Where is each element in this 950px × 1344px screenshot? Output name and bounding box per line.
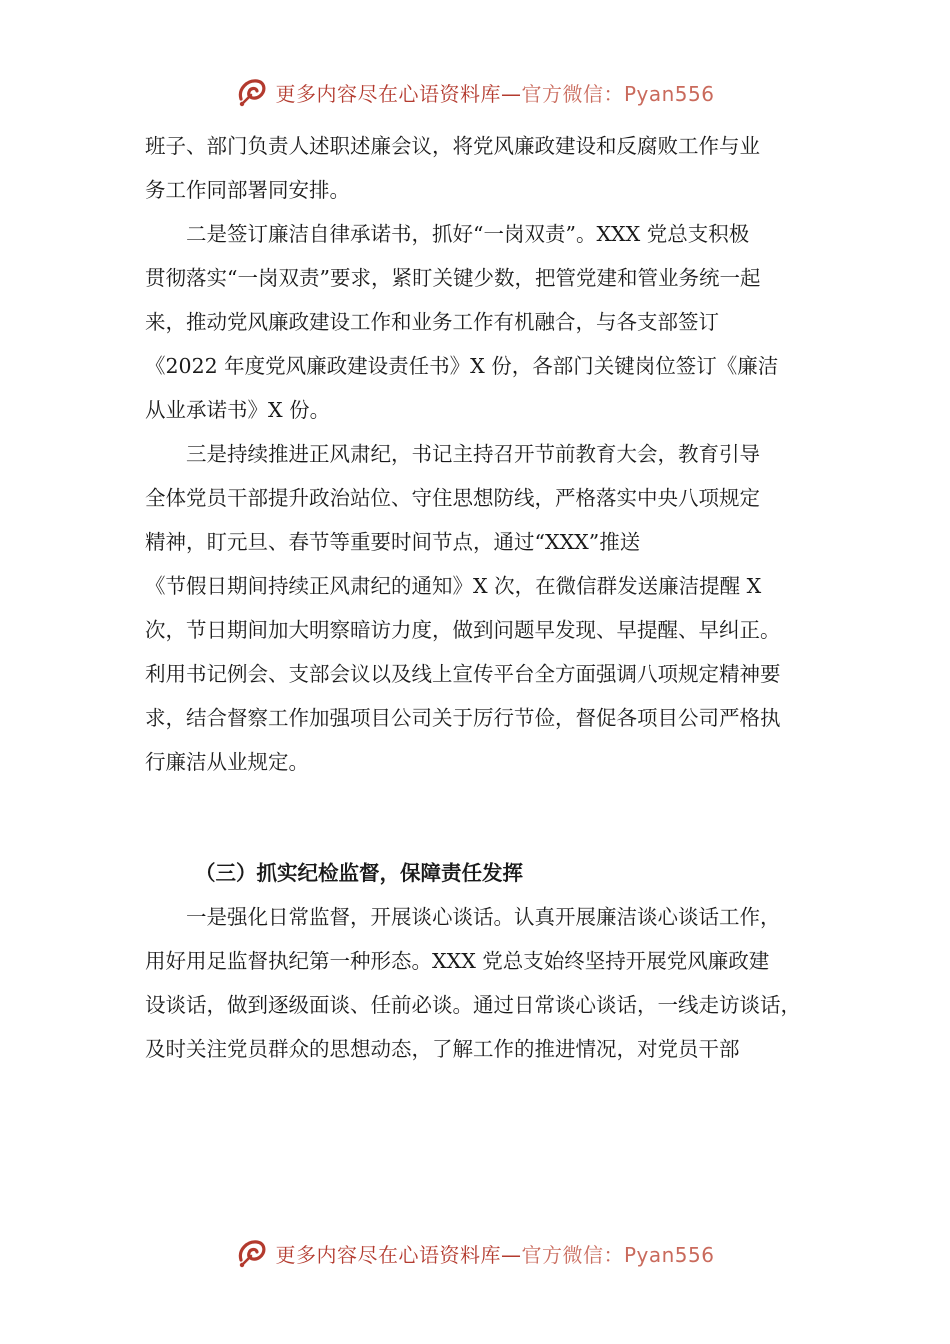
document-body [145,124,825,1071]
banner-separator: — [500,1242,522,1267]
brush-stroke-logo-icon [235,75,269,109]
section-heading: （三）抓实纪检监督，保障责任发挥 [195,861,523,885]
text-line: 精神，盯元旦、春节等重要时间节点，通过“XXX”推送 [145,530,641,554]
text-line: 务工作同部署同安排。 [145,178,350,202]
text-line: 《2022 年度党风廉政建设责任书》X 份，各部门关键岗位签订《廉洁 [145,354,779,378]
text-line: 《节假日期间持续正风肃纪的通知》X 次，在微信群发送廉洁提醒 X [145,574,762,598]
banner-wechat: 官方微信：Pyan556 [521,1242,715,1267]
banner-separator: — [500,81,522,106]
paragraph-1 [145,124,825,212]
paragraph-2 [145,212,825,432]
paragraph-4 [145,895,825,1071]
text-line: 一是强化日常监督，开展谈心谈话。认真开展廉洁谈心谈话工作， [186,905,781,929]
text-line: 班子、部门负责人述职述廉会议，将党风廉政建设和反腐败工作与业 [145,134,760,158]
text-line: 次，节日期间加大明察暗访力度，做到问题早发现、早提醒、早纠正。 [145,618,781,642]
banner-site-name: 更多内容尽在心语资料库 [275,81,501,106]
text-line: 来，推动党风廉政建设工作和业务工作有机融合，与各支部签订 [145,310,719,334]
text-line: 从业承诺书》X 份。 [145,398,331,422]
banner-wechat: 官方微信：Pyan556 [521,81,715,106]
banner-text [275,78,714,107]
text-line: 全体党员干部提升政治站位、守住思想防线，严格落实中央八项规定 [145,486,760,510]
text-line: 贯彻落实“一岗双责”要求，紧盯关键少数，把管党建和管业务统一起 [145,266,761,290]
text-line: 求，结合督察工作加强项目公司关于厉行节俭，督促各项目公司严格执 [145,706,781,730]
footer-banner [0,1233,950,1273]
brush-stroke-logo-icon [235,1236,269,1270]
section-gap [145,784,825,851]
text-line: 利用书记例会、支部会议以及线上宣传平台全方面强调八项规定精神要 [145,662,781,686]
header-banner [0,72,950,112]
banner-site-name: 更多内容尽在心语资料库 [275,1242,501,1267]
paragraph-3 [145,432,825,784]
text-line: 行廉洁从业规定。 [145,750,309,774]
text-line: 三是持续推进正风肃纪，书记主持召开节前教育大会，教育引导 [186,442,760,466]
text-line: 用好用足监督执纪第一种形态。XXX 党总支始终坚持开展党风廉政建 [145,949,770,973]
banner-text [275,1239,714,1268]
text-line: 及时关注党员群众的思想动态，了解工作的推进情况，对党员干部 [145,1037,740,1061]
text-line: 二是签订廉洁自律承诺书，抓好“一岗双责”。XXX 党总支积极 [186,222,750,246]
text-line: 设谈话，做到逐级面谈、任前必谈。通过日常谈心谈话，一线走访谈话， [145,993,801,1017]
